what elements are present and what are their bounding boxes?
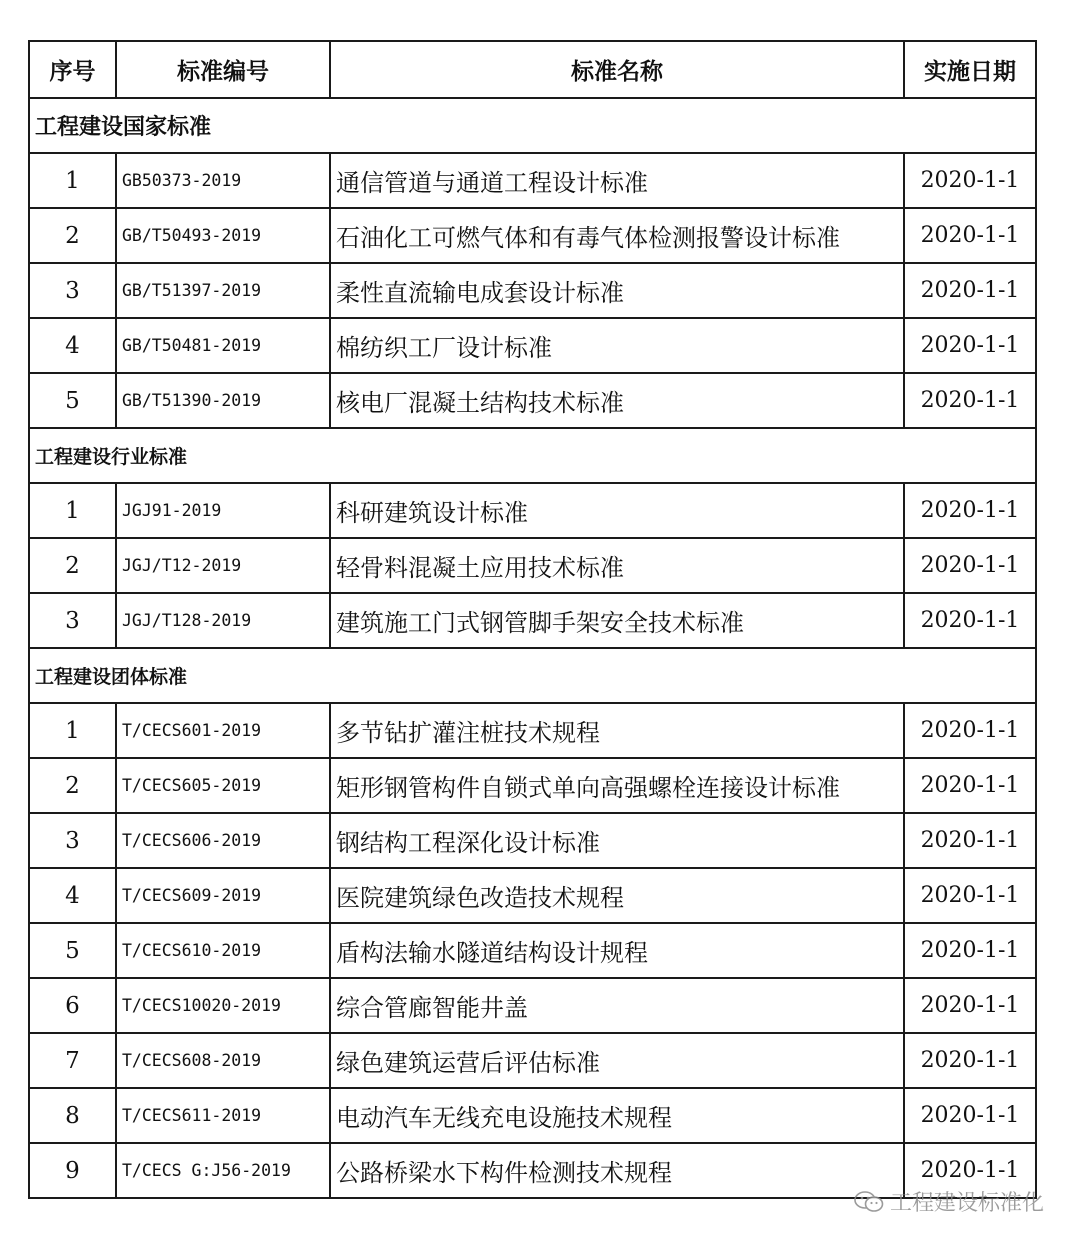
cell-code: JGJ91-2019	[116, 483, 330, 538]
table-row	[29, 758, 1036, 813]
cell-name: 公路桥梁水下构件检测技术规程	[330, 1143, 904, 1198]
cell-seq: 1	[29, 483, 116, 538]
standards-table	[28, 40, 1037, 1199]
cell-code: T/CECS605-2019	[116, 758, 330, 813]
cell-name: 绿色建筑运营后评估标准	[330, 1033, 904, 1088]
cell-code: GB/T50481-2019	[116, 318, 330, 373]
cell-code: T/CECS611-2019	[116, 1088, 330, 1143]
cell-name: 多节钻扩灌注桩技术规程	[330, 703, 904, 758]
cell-name: 石油化工可燃气体和有毒气体检测报警设计标准	[330, 208, 904, 263]
cell-date: 2020-1-1	[904, 153, 1036, 208]
cell-seq: 4	[29, 318, 116, 373]
cell-code: JGJ/T128-2019	[116, 593, 330, 648]
cell-code: T/CECS609-2019	[116, 868, 330, 923]
cell-seq: 2	[29, 208, 116, 263]
cell-date: 2020-1-1	[904, 208, 1036, 263]
cell-seq: 1	[29, 703, 116, 758]
table-row	[29, 263, 1036, 318]
cell-seq: 5	[29, 923, 116, 978]
header-seq: 序号	[29, 41, 116, 98]
table-row	[29, 593, 1036, 648]
cell-date: 2020-1-1	[904, 373, 1036, 428]
cell-date: 2020-1-1	[904, 1033, 1036, 1088]
header-name: 标准名称	[330, 41, 904, 98]
watermark	[854, 1186, 1044, 1217]
wechat-icon	[854, 1190, 884, 1214]
cell-date: 2020-1-1	[904, 318, 1036, 373]
cell-seq: 6	[29, 978, 116, 1033]
table-row	[29, 868, 1036, 923]
cell-name: 柔性直流输电成套设计标准	[330, 263, 904, 318]
cell-code: T/CECS606-2019	[116, 813, 330, 868]
cell-date: 2020-1-1	[904, 538, 1036, 593]
cell-date: 2020-1-1	[904, 263, 1036, 318]
cell-name: 科研建筑设计标准	[330, 483, 904, 538]
table-row	[29, 208, 1036, 263]
cell-seq: 2	[29, 758, 116, 813]
table-row	[29, 813, 1036, 868]
section-title: 工程建设行业标准	[29, 428, 1036, 483]
header-code: 标准编号	[116, 41, 330, 98]
cell-date: 2020-1-1	[904, 703, 1036, 758]
table-row	[29, 923, 1036, 978]
table-row	[29, 1033, 1036, 1088]
cell-date: 2020-1-1	[904, 593, 1036, 648]
cell-date: 2020-1-1	[904, 1088, 1036, 1143]
cell-name: 电动汽车无线充电设施技术规程	[330, 1088, 904, 1143]
cell-date: 2020-1-1	[904, 1143, 1036, 1198]
section-title: 工程建设团体标准	[29, 648, 1036, 703]
cell-name: 矩形钢管构件自锁式单向高强螺栓连接设计标准	[330, 758, 904, 813]
section-title: 工程建设国家标准	[29, 98, 1036, 153]
header-row	[29, 41, 1036, 98]
cell-date: 2020-1-1	[904, 813, 1036, 868]
cell-name: 棉纺织工厂设计标准	[330, 318, 904, 373]
table-row	[29, 978, 1036, 1033]
cell-name: 钢结构工程深化设计标准	[330, 813, 904, 868]
header-date: 实施日期	[904, 41, 1036, 98]
cell-code: GB/T51390-2019	[116, 373, 330, 428]
table-row	[29, 318, 1036, 373]
cell-code: T/CECS10020-2019	[116, 978, 330, 1033]
section-row	[29, 648, 1036, 703]
cell-seq: 3	[29, 263, 116, 318]
cell-seq: 2	[29, 538, 116, 593]
table-row	[29, 538, 1036, 593]
table-row	[29, 1088, 1036, 1143]
cell-date: 2020-1-1	[904, 758, 1036, 813]
cell-date: 2020-1-1	[904, 483, 1036, 538]
cell-seq: 3	[29, 813, 116, 868]
cell-code: T/CECS601-2019	[116, 703, 330, 758]
cell-date: 2020-1-1	[904, 923, 1036, 978]
cell-seq: 3	[29, 593, 116, 648]
cell-date: 2020-1-1	[904, 978, 1036, 1033]
cell-seq: 9	[29, 1143, 116, 1198]
cell-name: 盾构法输水隧道结构设计规程	[330, 923, 904, 978]
cell-code: GB/T51397-2019	[116, 263, 330, 318]
section-row	[29, 428, 1036, 483]
cell-name: 轻骨料混凝土应用技术标准	[330, 538, 904, 593]
cell-date: 2020-1-1	[904, 868, 1036, 923]
table-row	[29, 373, 1036, 428]
cell-code: GB/T50493-2019	[116, 208, 330, 263]
cell-name: 医院建筑绿色改造技术规程	[330, 868, 904, 923]
cell-seq: 5	[29, 373, 116, 428]
table-row	[29, 483, 1036, 538]
cell-code: T/CECS G:J56-2019	[116, 1143, 330, 1198]
watermark-text: 工程建设标准化	[889, 1191, 1044, 1216]
cell-code: JGJ/T12-2019	[116, 538, 330, 593]
table-row	[29, 153, 1036, 208]
cell-name: 核电厂混凝土结构技术标准	[330, 373, 904, 428]
cell-name: 通信管道与通道工程设计标准	[330, 153, 904, 208]
cell-seq: 1	[29, 153, 116, 208]
cell-code: T/CECS610-2019	[116, 923, 330, 978]
cell-seq: 4	[29, 868, 116, 923]
cell-seq: 8	[29, 1088, 116, 1143]
cell-code: GB50373-2019	[116, 153, 330, 208]
table-row	[29, 703, 1036, 758]
cell-code: T/CECS608-2019	[116, 1033, 330, 1088]
cell-name: 建筑施工门式钢管脚手架安全技术标准	[330, 593, 904, 648]
cell-seq: 7	[29, 1033, 116, 1088]
cell-name: 综合管廊智能井盖	[330, 978, 904, 1033]
section-row	[29, 98, 1036, 153]
